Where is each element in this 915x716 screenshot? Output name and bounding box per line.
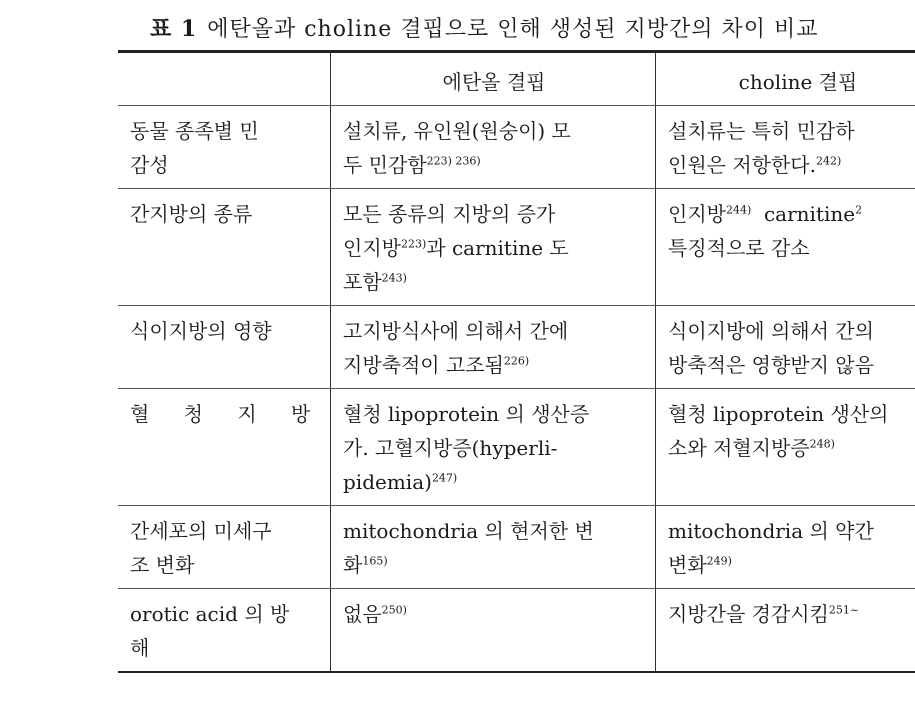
cell-text: 과 carnitine 도 <box>426 236 569 260</box>
reference-superscript: 2 <box>855 203 863 217</box>
row-label-line: orotic acid 의 방 <box>130 602 290 626</box>
cell-line <box>343 348 645 382</box>
cell-line <box>668 197 915 231</box>
cell-text: carnitine <box>763 202 856 226</box>
reference-superscript: 243) <box>381 271 407 285</box>
table-row <box>118 506 915 589</box>
cell-line <box>343 197 645 231</box>
reference-superscript: 165) <box>362 554 388 568</box>
ethanol-cell <box>330 589 655 671</box>
reference-superscript: 248) <box>809 437 835 451</box>
reference-superscript: 244) <box>725 203 752 217</box>
choline-cell <box>655 589 915 671</box>
cell-line <box>343 631 645 665</box>
choline-cell <box>655 106 915 188</box>
cell-line <box>668 314 915 348</box>
cell-line <box>668 348 915 382</box>
cell-line <box>668 548 915 582</box>
cell-line <box>668 231 915 265</box>
table-label: 표 1 <box>150 16 198 42</box>
ethanol-cell <box>330 306 655 388</box>
reference-superscript: 242) <box>815 154 842 168</box>
reference-superscript: 251~ <box>828 603 860 617</box>
cell-line <box>668 631 915 665</box>
cell-text: 변화 <box>668 553 707 577</box>
reference-superscript: 223) <box>400 237 427 251</box>
row-label-line: 간지방의 종류 <box>130 202 253 226</box>
cell-text: 모든 종류의 지방의 증가 <box>343 202 556 226</box>
cell-text: mitochondria 의 현저한 변 <box>343 519 594 543</box>
cell-text: 방축적은 영향받지 않음 <box>668 353 874 377</box>
row-label-cell <box>118 106 330 188</box>
row-label-line: 감성 <box>130 153 169 177</box>
choline-cell <box>655 306 915 388</box>
row-label-line: 식이지방의 영향 <box>130 319 272 343</box>
ethanol-cell <box>330 506 655 588</box>
cell-line <box>343 231 645 265</box>
table-row <box>118 306 915 389</box>
cell-line <box>668 597 915 631</box>
cell-text: 혈청 lipoprotein 생산의 <box>668 402 889 426</box>
cell-text: 포함 <box>343 270 382 294</box>
cell-text: 지방축적이 고조됨 <box>343 353 504 377</box>
cell-text: 인지방 <box>668 202 726 226</box>
reference-superscript: 226) <box>503 354 530 368</box>
row-label-line: 조 변화 <box>130 553 195 577</box>
ethanol-cell <box>330 106 655 188</box>
table-header-row <box>118 53 915 106</box>
table-caption <box>150 12 818 43</box>
cell-line <box>343 548 645 582</box>
ethanol-cell <box>330 189 655 305</box>
cell-text: pidemia) <box>343 470 432 494</box>
reference-superscript: 250) <box>381 603 407 617</box>
row-label-cell <box>118 506 330 588</box>
cell-line <box>668 148 915 182</box>
table-row <box>118 189 915 306</box>
choline-cell <box>655 389 915 505</box>
cell-text: 인원은 저항한다. <box>668 153 816 177</box>
cell-line <box>668 114 915 148</box>
row-label-cell <box>118 306 330 388</box>
cell-text: 설치류, 유인원(원숭이) 모 <box>343 119 571 143</box>
cell-text: 혈청 lipoprotein 의 생산증 <box>343 402 590 426</box>
cell-line <box>343 148 645 182</box>
cell-line <box>343 114 645 148</box>
header-cell-ethanol: 에탄올 결핍 <box>330 53 655 105</box>
table-title: 에탄올과 choline 결핍으로 인해 생성된 지방간의 차이 비교 <box>207 17 819 42</box>
cell-line <box>343 465 645 499</box>
cell-text: 고지방식사에 의해서 간에 <box>343 319 569 343</box>
cell-text: 식이지방에 의해서 간의 <box>668 319 874 343</box>
cell-line <box>668 514 915 548</box>
cell-text: mitochondria 의 약간 <box>668 519 874 543</box>
cell-line <box>343 314 645 348</box>
cell-text: 가. 고혈지방증(hyperli- <box>343 436 558 460</box>
cell-text: 특징적으로 감소 <box>668 236 810 260</box>
reference-superscript: 223) 236) <box>426 154 481 168</box>
cell-text: 인지방 <box>343 236 401 260</box>
cell-line <box>343 597 645 631</box>
row-label-cell <box>118 389 330 505</box>
row-label-cell <box>118 189 330 305</box>
choline-cell <box>655 506 915 588</box>
row-label-cell <box>118 589 330 671</box>
cell-text: 설치류는 특히 민감하 <box>668 119 855 143</box>
cell-text: 화 <box>343 553 363 577</box>
reference-superscript: 249) <box>706 554 732 568</box>
comparison-table <box>118 50 915 673</box>
cell-line <box>668 397 915 431</box>
table-row <box>118 389 915 506</box>
cell-line <box>343 431 645 465</box>
cell-text: 두 민감함 <box>343 153 427 177</box>
cell-text: 소와 저혈지방증 <box>668 436 810 460</box>
cell-text: 없음 <box>343 602 382 626</box>
row-label-line: 간세포의 미세구 <box>130 519 272 543</box>
header-cell-choline: choline 결핍 <box>655 53 915 105</box>
row-label-line: 혈 청 지 방 <box>130 402 325 426</box>
header-cell-empty <box>118 53 330 105</box>
row-label-line: 동물 종족별 민 <box>130 119 259 143</box>
cell-line <box>343 397 645 431</box>
cell-line <box>343 265 645 299</box>
reference-superscript: 247) <box>431 471 458 485</box>
cell-text: 지방간을 경감시킴 <box>668 602 829 626</box>
ethanol-cell <box>330 389 655 505</box>
row-label-line: 해 <box>130 636 150 660</box>
cell-line <box>668 431 915 465</box>
cell-line <box>343 514 645 548</box>
table-row <box>118 106 915 189</box>
choline-cell <box>655 189 915 305</box>
table-row <box>118 589 915 673</box>
